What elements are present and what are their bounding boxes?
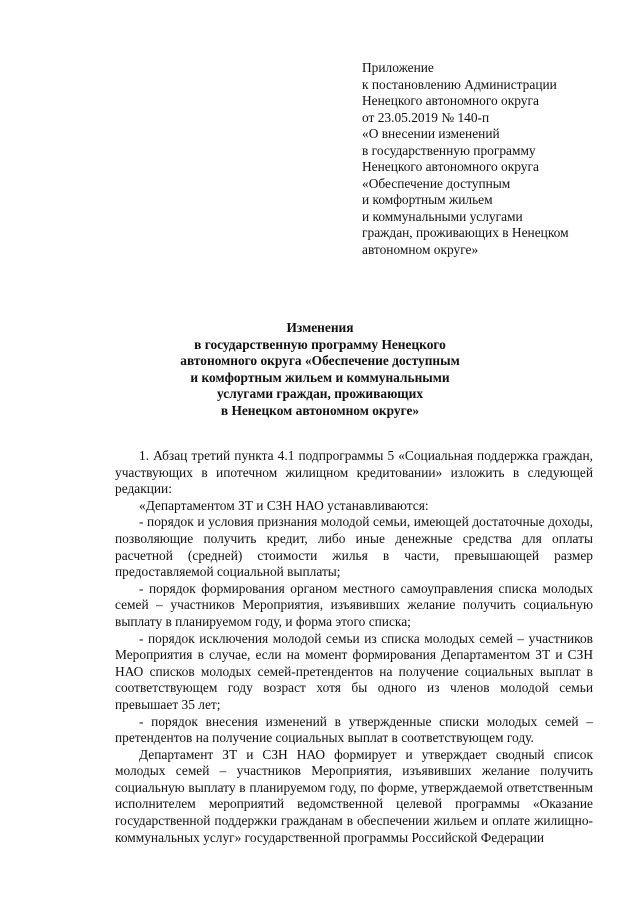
appendix-line: граждан, проживающих в Ненецком [362, 225, 569, 240]
appendix-line: Приложение [362, 60, 434, 75]
appendix-line: в государственную программу [362, 142, 536, 158]
body-paragraph: - порядок формирования органом местного самоуправления списка молодых семей – участников Мероприятия, изъявивших желание получить социальную выплату в планируемом году, и форма этого списка; [115, 580, 593, 629]
title-line: услугами граждан, проживающих [216, 386, 424, 401]
appendix-line: и коммунальными услугами [362, 208, 523, 224]
body-paragraph: Департамент ЗТ и СЗН НАО формирует и утверждает сводный список молодых семей – участников Мероприятия, изъявивших желание получить социальную выплату в планируемом году, по форме, утверждаемой ответственным исполнителем мероприятий ведомственной целевой программы «Оказание государственной поддержки гражданам в обеспечении жильем и оплате жилищно-коммунальных услуг» государственной программы Российской Федерации [115, 746, 593, 845]
appendix-line: «Обеспечение доступным [362, 175, 511, 191]
body-paragraph: 1. Абзац третий пункта 4.1 подпрограммы 5 «Социальная поддержка граждан, участвующих в ипотечном жилищном кредитовании» изложить в следующей редакции: [115, 448, 593, 497]
title-line: Изменения [286, 320, 354, 335]
appendix-line: к постановлению Администрации [362, 76, 557, 92]
appendix-line: от 23.05.2019 № 140-п [362, 109, 490, 125]
body-paragraph: - порядок внесения изменений в утвержденные списки молодых семей – претендентов на получение социальных выплат в соответствующем году. [115, 713, 593, 746]
appendix-line: «О внесении изменений [362, 126, 500, 141]
body-paragraph: - порядок и условия признания молодой семьи, имеющей достаточные доходы, позволяющие получить кредит, либо иные денежные средства для оплаты расчетной (средней) стоимости жилья в части, превышающей размер предоставляемой социальной выплаты; [115, 514, 593, 580]
document-body [115, 448, 593, 846]
body-paragraph: «Департаментом ЗТ и СЗН НАО устанавливаются: [139, 497, 429, 513]
title-line: в Ненецком автономном округе» [220, 402, 420, 418]
title-line: и комфортным жильем и коммунальными [190, 369, 450, 385]
title-line: автономного округа «Обеспечение доступным [180, 353, 460, 368]
title-line: в государственную программу Ненецкого [194, 336, 446, 352]
body-paragraph: - порядок исключения молодой семьи из списка молодых семей – участников Мероприятия в случае, если на момент формирования Департаментом ЗТ и СЗН НАО списков молодых семей-претендентов на получение социальных выплат в соответствующем году возраст хотя бы одного из членов молодой семьи превышает 35 лет; [115, 630, 593, 712]
appendix-line: и комфортным жильем [362, 192, 493, 207]
appendix-line: Ненецкого автономного округа [362, 93, 539, 108]
document-title [150, 320, 490, 419]
appendix-line: Ненецкого автономного округа [362, 159, 539, 174]
appendix-line: автономном округе» [362, 241, 479, 257]
appendix-block [362, 60, 624, 258]
